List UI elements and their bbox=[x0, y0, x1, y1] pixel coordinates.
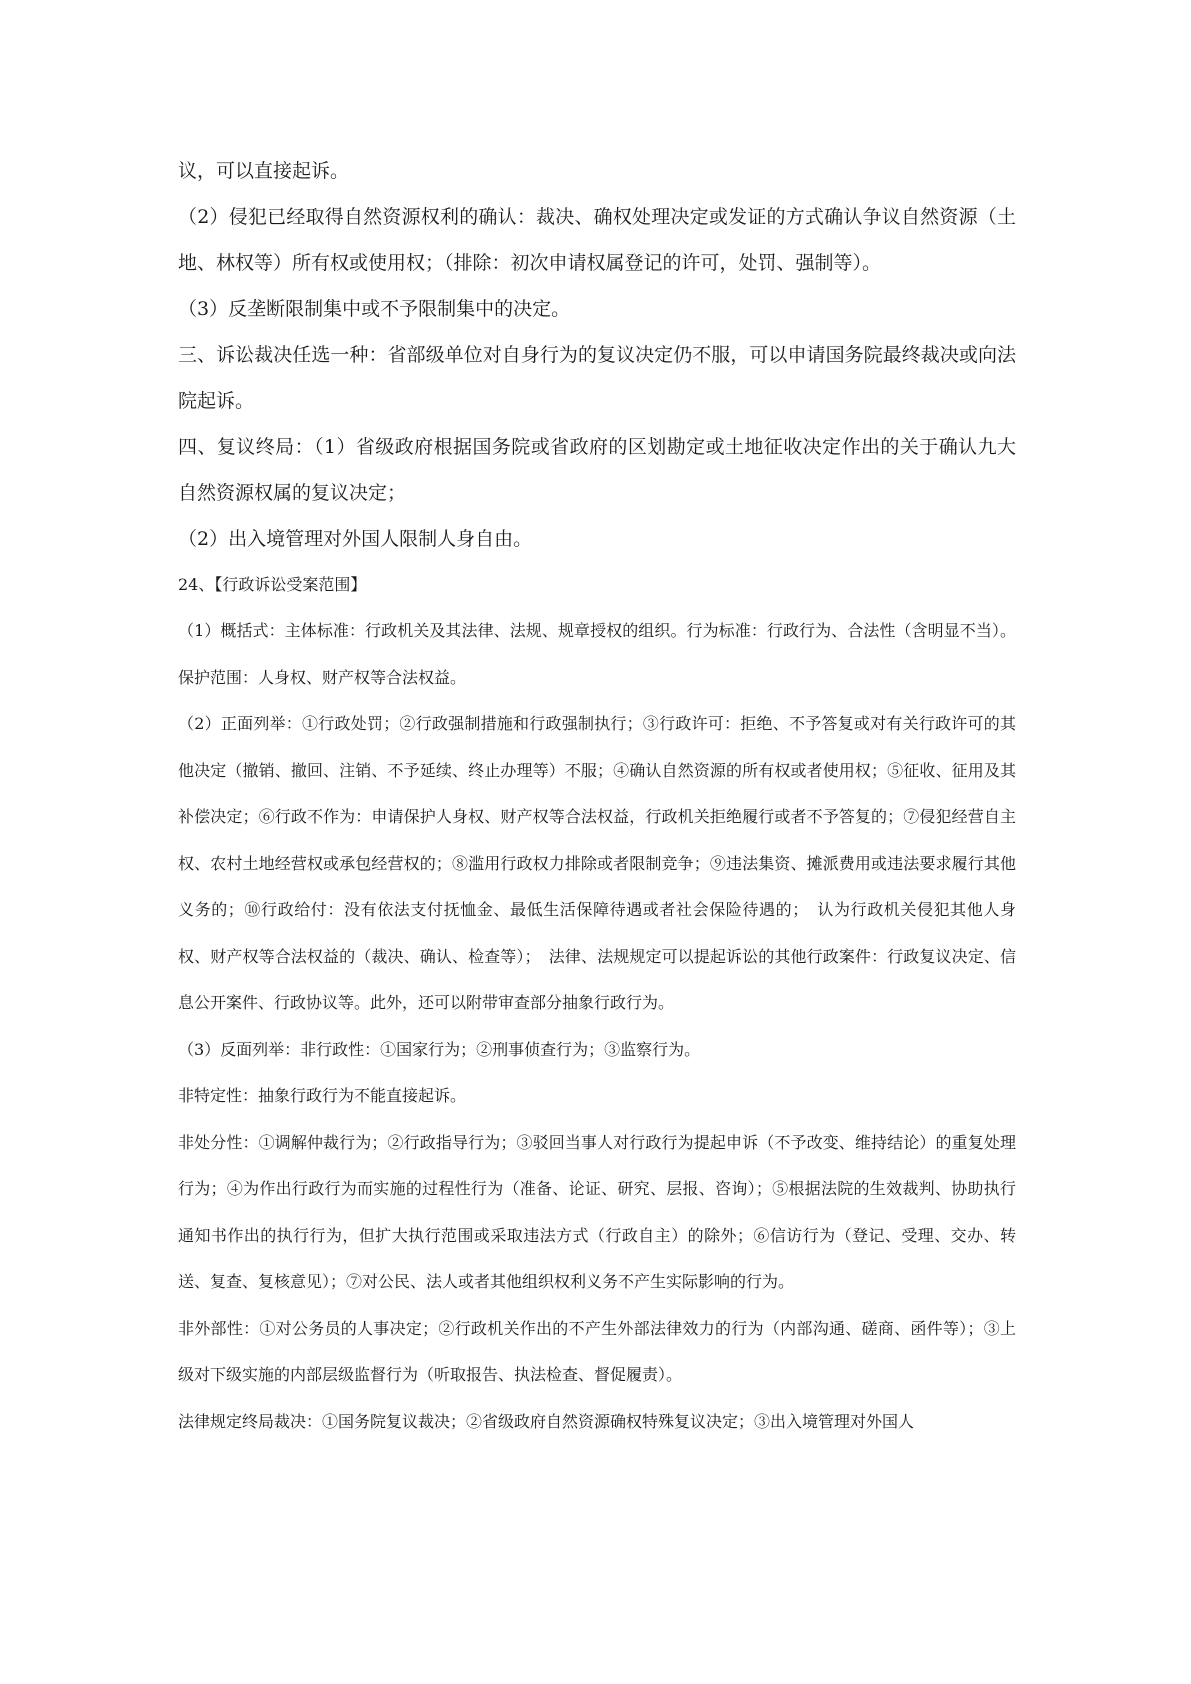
section-heading-24: 24、【行政诉讼受案范围】 bbox=[178, 575, 367, 594]
paragraph-antimonopoly: （3）反垄断限制集中或不予限制集中的决定。 bbox=[178, 298, 571, 320]
paragraph-non-disposal: 非处分性：①调解仲裁行为；②行政指导行为；③驳回当事人对行政行为提起申诉（不予改变、维持结论）的重复处理行为；④为作出行政行为而实施的过程性行为（准备、论证、研究、层报、咨询）；⑤根据法院的生效裁判、协助执行通知书作出的执行行为，但扩大执行范围或采取违法方式（行政自主）的除外；⑥信访行为（登记、受理、交办、转送、复查、复核意见）；⑦对公民、法人或者其他组织权利义务不产生实际影响的行为。 bbox=[178, 1132, 1016, 1291]
paragraph-final-ruling: 法律规定终局裁决：①国务院复议裁决；②省级政府自然资源确权特殊复议决定；③出入境管理对外国人 bbox=[178, 1411, 915, 1431]
paragraph-non-specific: 非特定性：抽象行政行为不能直接起诉。 bbox=[178, 1086, 467, 1105]
document-body bbox=[178, 148, 1016, 1445]
paragraph-review-continuation: 议，可以直接起诉。 bbox=[178, 160, 350, 182]
paragraph-negative-list: （3）反面列举：非行政性：①国家行为；②刑事侦查行为；③监察行为。 bbox=[178, 1039, 701, 1059]
paragraph-non-external: 非外部性：①对公务员的人事决定；②行政机关作出的不产生外部法律效力的行为（内部沟通、磋商、函件等）；③上级对下级实施的内部层级监督行为（听取报告、执法检查、督促履责）。 bbox=[178, 1318, 1016, 1384]
paragraph-general-standard: （1）概括式：主体标准：行政机关及其法律、法规、规章授权的组织。行为标准：行政行为、合法性（含明显不当）。保护范围：人身权、财产权等合法权益。 bbox=[178, 621, 1016, 687]
paragraph-section-three: 三、诉讼裁决任选一种：省部级单位对自身行为的复议决定仍不服，可以申请国务院最终裁决或向法院起诉。 bbox=[178, 344, 1016, 412]
paragraph-section-four: 四、复议终局：（1）省级政府根据国务院或省政府的区划勘定或土地征收决定作出的关于确认九大自然资源权属的复议决定； bbox=[178, 436, 1016, 504]
paragraph-entry-exit: （2）出入境管理对外国人限制人身自由。 bbox=[178, 528, 533, 550]
paragraph-natural-resource-rights: （2）侵犯已经取得自然资源权利的确认：裁决、确权处理决定或发证的方式确认争议自然资源（土地、林权等）所有权或使用权；（排除：初次申请权属登记的许可，处罚、强制等）。 bbox=[178, 206, 1016, 274]
paragraph-positive-list: （2）正面列举：①行政处罚；②行政强制措施和行政强制执行；③行政许可：拒绝、不予答复或对有关行政许可的其他决定（撤销、撤回、注销、不予延续、终止办理等）不服；④确认自然资源的所有权或者使用权；⑤征收、征用及其补偿决定；⑥行政不作为：申请保护人身权、财产权等合法权益，行政机关拒绝履行或者不予答复的；⑦侵犯经营自主权、农村土地经营权或承包经营权的；⑧滥用行政权力排除或者限制竞争；⑨违法集资、摊派费用或违法要求履行其他义务的；⑩行政给付：没有依法支付抚恤金、最低生活保障待遇或者社会保险待遇的； 认为行政机关侵犯其他人身权、财产权等合法权益的（裁决、确认、检查等）； 法律、法规规定可以提起诉讼的其他行政案件：行政复议决定、信息公开案件、行政协议等。此外，还可以附带审查部分抽象行政行为。 bbox=[178, 714, 1016, 1012]
